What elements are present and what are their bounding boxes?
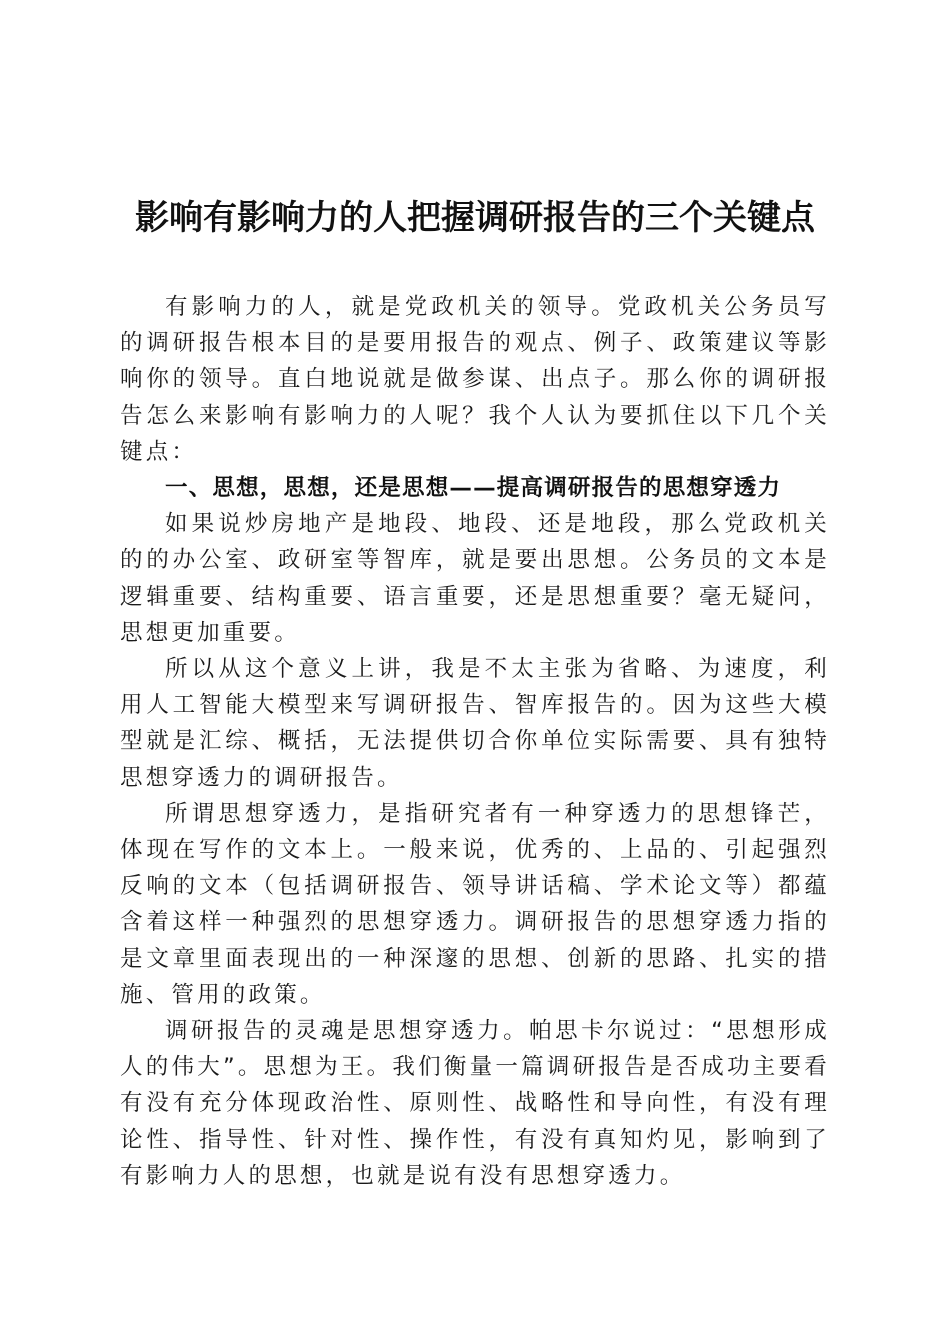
document-body	[120, 289, 830, 1194]
document-title: 影响有影响力的人把握调研报告的三个关键点	[135, 198, 815, 238]
body-paragraph: 调研报告的灵魂是思想穿透力。帕思卡尔说过：“思想形成人的伟大”。思想为王。我们衡量一篇调研报告是否成功主要看有没有充分体现政治性、原则性、战略性和导向性，有没有理论性、指导性、针对性、操作性，有没有真知灼见，影响到了有影响力人的思想，也就是说有没有思想穿透力。	[120, 1018, 830, 1189]
intro-paragraph: 有影响力的人，就是党政机关的领导。党政机关公务员写的调研报告根本目的是要用报告的观点、例子、政策建议等影响你的领导。直白地说就是做参谋、出点子。那么你的调研报告怎么来影响有影响力的人呢？我个人认为要抓住以下几个关键点：	[120, 294, 830, 465]
body-paragraph: 所谓思想穿透力，是指研究者有一种穿透力的思想锋芒，体现在写作的文本上。一般来说，优秀的、上品的、引起强烈反响的文本（包括调研报告、领导讲话稿、学术论文等）都蕴含着这样一种强烈的思想穿透力。调研报告的思想穿透力指的是文章里面表现出的一种深邃的思想、创新的思路、扎实的措施、管用的政策。	[120, 800, 830, 1008]
body-paragraph: 如果说炒房地产是地段、地段、还是地段，那么党政机关的的办公室、政研室等智库，就是要出思想。公务员的文本是逻辑重要、结构重要、语言重要，还是思想重要？毫无疑问，思想更加重要。	[120, 511, 830, 646]
section-heading: 一、思想，思想，还是思想——提高调研报告的思想穿透力	[165, 475, 782, 502]
body-paragraph: 所以从这个意义上讲，我是不太主张为省略、为速度，利用人工智能大模型来写调研报告、智库报告的。因为这些大模型就是汇综、概括，无法提供切合你单位实际需要、具有独特思想穿透力的调研报告。	[120, 656, 830, 791]
